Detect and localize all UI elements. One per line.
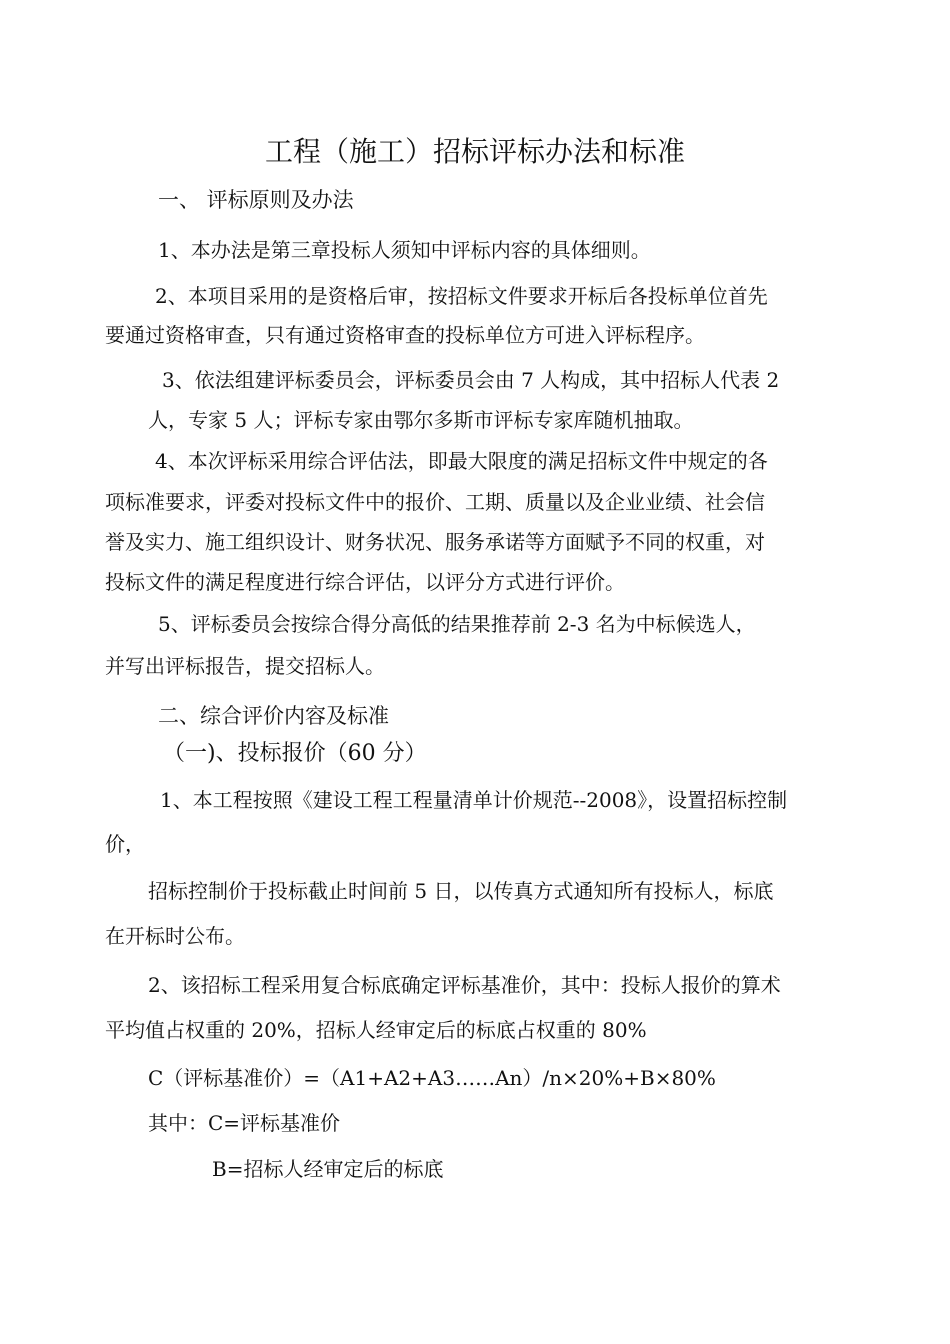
- sub1-paragraph-2-line-1: 招标控制价于投标截止时间前 5 日，以传真方式通知所有投标人，标底: [148, 879, 774, 903]
- section1-heading: 一、 评标原则及办法: [158, 188, 354, 212]
- s1-paragraph-5-line-1: 5、评标委员会按综合得分高低的结果推荐前 2-3 名为中标候选人，: [158, 612, 756, 636]
- s1-paragraph-2-line-2: 要通过资格审查，只有通过资格审查的投标单位方可进入评标程序。: [105, 323, 705, 347]
- subsection1-heading: （一)、投标报价（60 分）: [163, 741, 427, 766]
- sub1-paragraph-1-line-1: 1、本工程按照《建设工程工程量清单计价规范--2008》，设置招标控制: [160, 788, 788, 812]
- s1-paragraph-3-line-2: 人，专家 5 人；评标专家由鄂尔多斯市评标专家库随机抽取。: [148, 408, 694, 432]
- s1-paragraph-3-line-1: 3、依法组建评标委员会，评标委员会由 7 人构成，其中招标人代表 2: [162, 368, 780, 392]
- s1-paragraph-2-line-1: 2、本项目采用的是资格后审，按招标文件要求开标后各投标单位首先: [155, 284, 768, 308]
- formula: C（评标基准价）=（A1+A2+A3……An）/n×20%+B×80%: [148, 1066, 716, 1090]
- sub1-paragraph-3-line-2: 平均值占权重的 20%，招标人经审定后的标底占权重的 80%: [105, 1018, 647, 1042]
- s1-paragraph-4-line-1: 4、本次评标采用综合评估法，即最大限度的满足招标文件中规定的各: [155, 449, 768, 473]
- s1-paragraph-4-line-2: 项标准要求，评委对投标文件中的报价、工期、质量以及企业业绩、社会信: [105, 490, 765, 514]
- definition-b: B=招标人经审定后的标底: [212, 1157, 444, 1181]
- sub1-paragraph-1-line-2: 价，: [105, 832, 145, 856]
- sub1-paragraph-2-line-2: 在开标时公布。: [105, 924, 245, 948]
- document-title: 工程（施工）招标评标办法和标准: [264, 135, 685, 168]
- s1-paragraph-1: 1、本办法是第三章投标人须知中评标内容的具体细则。: [158, 238, 651, 262]
- section2-heading: 二、综合评价内容及标准: [158, 704, 389, 728]
- definition-c: 其中：C=评标基准价: [148, 1111, 341, 1135]
- s1-paragraph-4-line-4: 投标文件的满足程度进行综合评估，以评分方式进行评价。: [105, 570, 625, 594]
- s1-paragraph-5-line-2: 并写出评标报告，提交招标人。: [105, 654, 385, 678]
- sub1-paragraph-3-line-1: 2、该招标工程采用复合标底确定评标基准价，其中：投标人报价的算术: [148, 973, 781, 997]
- s1-paragraph-4-line-3: 誉及实力、施工组织设计、财务状况、服务承诺等方面赋予不同的权重，对: [105, 530, 765, 554]
